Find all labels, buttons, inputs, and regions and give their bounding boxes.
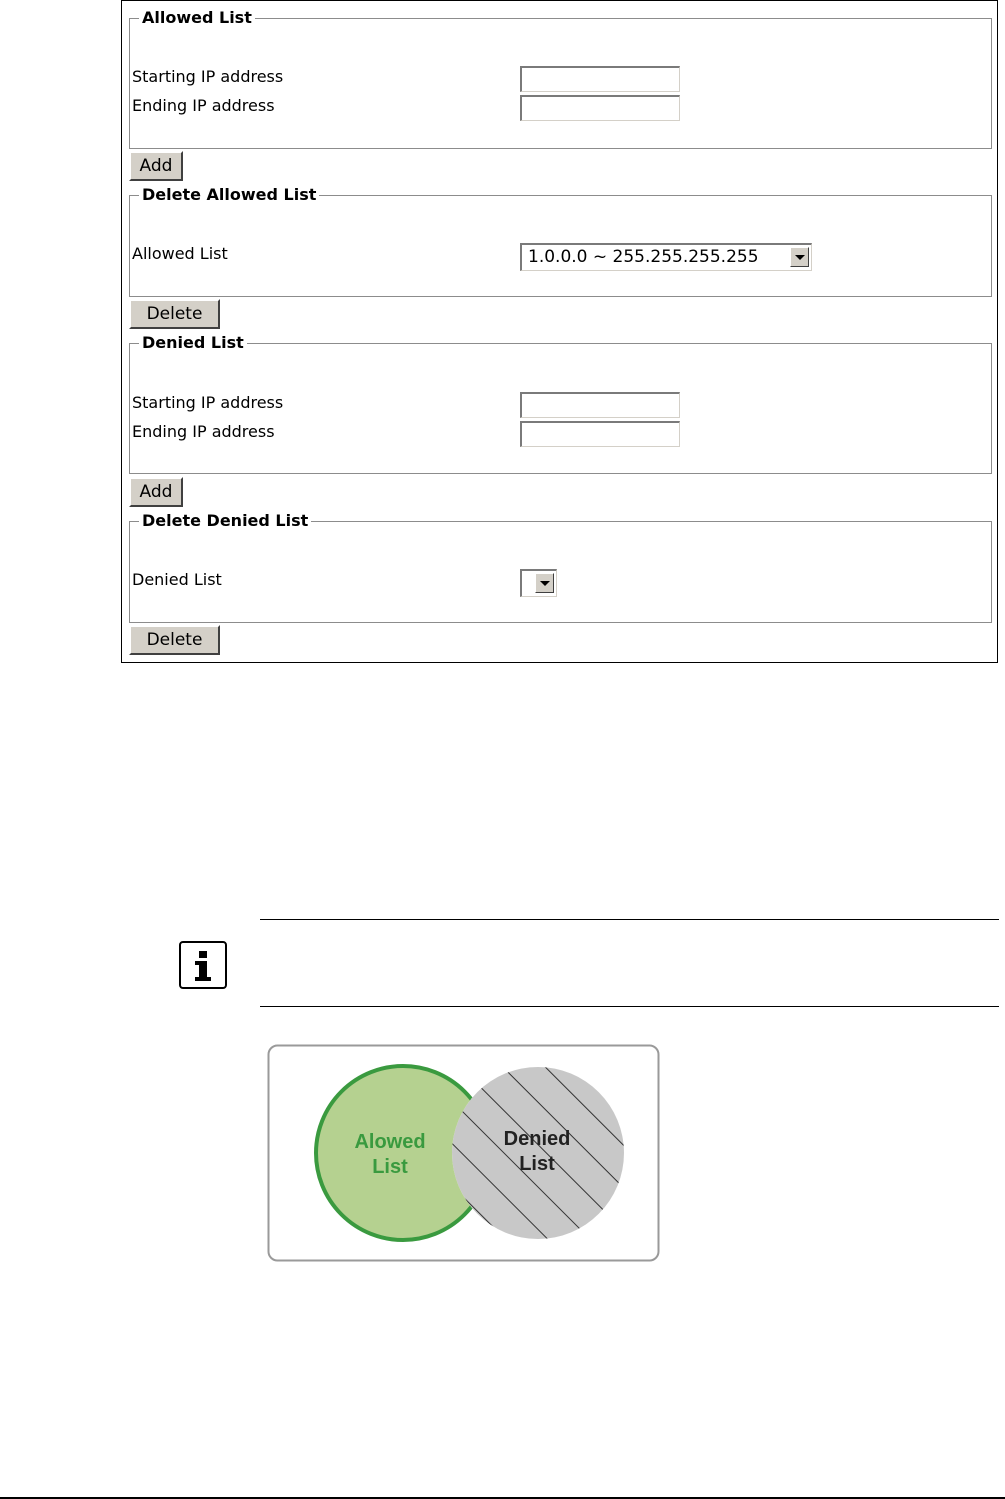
denied-list-legend: Denied List	[139, 333, 247, 353]
denied-list-group	[129, 333, 992, 474]
allowed-list-group	[129, 8, 992, 149]
delete-denied-button[interactable]: Delete	[129, 625, 220, 655]
delete-allowed-list-group	[129, 185, 992, 297]
note-bottom-rule	[260, 1006, 999, 1007]
allowed-list-selected-value: 1.0.0.0 ~ 255.255.255.255	[528, 247, 759, 267]
delete-allowed-list-legend: Delete Allowed List	[139, 185, 319, 205]
allowed-denied-venn-diagram	[267, 1044, 660, 1262]
info-icon-glyph	[181, 943, 225, 987]
denied-start-ip-input[interactable]	[520, 392, 680, 418]
delete-allowed-button[interactable]: Delete	[129, 299, 220, 329]
allowed-list-select[interactable]	[520, 243, 812, 271]
dropdown-arrow-icon[interactable]	[535, 573, 554, 593]
allowed-add-button[interactable]: Add	[129, 151, 183, 181]
denied-list-select[interactable]	[520, 569, 557, 597]
denied-list-label-line1: Denied	[503, 1128, 571, 1150]
allowed-list-label-line1: Alowed	[354, 1131, 426, 1153]
info-icon	[179, 941, 227, 989]
allowed-start-ip-label: Starting IP address	[132, 67, 284, 86]
denied-list-label: Denied List	[132, 570, 222, 589]
denied-add-button[interactable]: Add	[129, 477, 183, 507]
denied-end-ip-label: Ending IP address	[132, 422, 275, 441]
allowed-list-label-line2: List	[372, 1156, 408, 1178]
allowed-list-legend: Allowed List	[139, 8, 255, 28]
denied-start-ip-label: Starting IP address	[132, 393, 284, 412]
delete-denied-list-legend: Delete Denied List	[139, 511, 311, 531]
ip-access-panel	[121, 0, 998, 663]
allowed-list-label: Allowed List	[132, 244, 228, 263]
allowed-end-ip-input[interactable]	[520, 95, 680, 121]
allowed-end-ip-label: Ending IP address	[132, 96, 275, 115]
denied-end-ip-input[interactable]	[520, 421, 680, 447]
dropdown-arrow-icon[interactable]	[790, 247, 809, 267]
denied-list-label-line2: List	[519, 1153, 555, 1175]
delete-denied-list-group	[129, 511, 992, 623]
note-top-rule	[260, 919, 999, 920]
allowed-start-ip-input[interactable]	[520, 66, 680, 92]
